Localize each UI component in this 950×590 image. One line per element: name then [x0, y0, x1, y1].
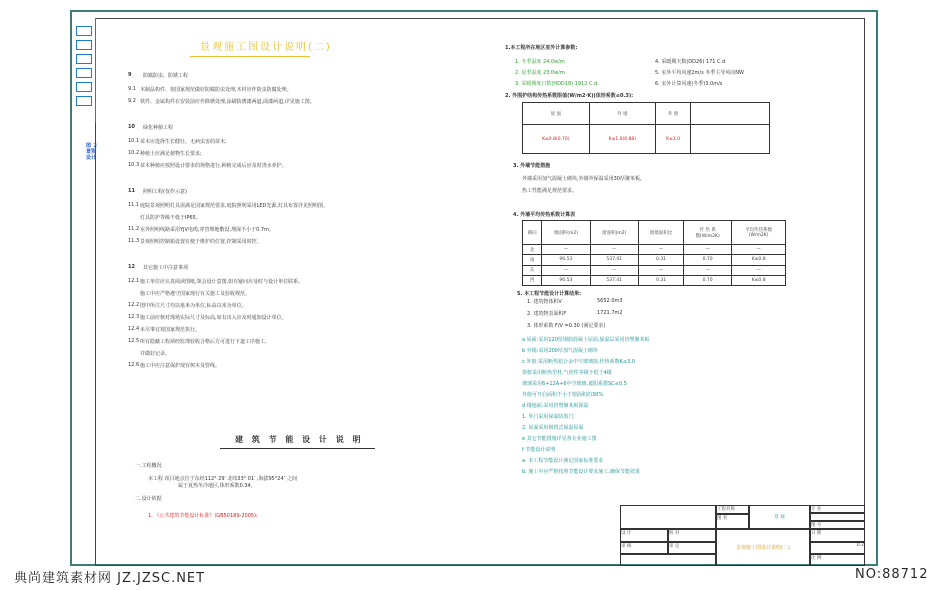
energy-item1-text2: 属于夏热冬冷地区,体形系数0.34。: [178, 483, 256, 489]
clause-number: 12.1: [128, 278, 140, 284]
clause-text: 景观照明控制箱设置在便于维护的位置,控制采用时控。: [140, 239, 262, 245]
clause-text: 图中所注尺寸均以毫米为单位,标高以米为单位。: [140, 303, 247, 309]
watermark-right: NO:88712: [855, 567, 929, 582]
tb-stage-value: 景 观: [749, 505, 810, 529]
right-sec3: 3. 外墙节能措施: [513, 163, 551, 169]
table2-cell: 96.53: [542, 255, 590, 265]
table1-empty: [691, 125, 770, 154]
clause-text: 并做好记录。: [140, 351, 171, 357]
table1-header: 屋 面: [523, 103, 590, 125]
right-sec1: 1.本工程所在地区室外计算参数:: [505, 45, 578, 51]
side-cell: [76, 68, 92, 78]
table2-cell: —: [684, 265, 732, 275]
tb-drawing-value: 景观施工图设计说明(二): [716, 529, 810, 566]
side-cell: [76, 82, 92, 92]
table2-header: 平均传热系数 (W/m2K): [732, 221, 786, 245]
table2-cell: K≤0.8: [732, 275, 786, 285]
tb-date: 日 期: [810, 529, 865, 542]
title-block: [620, 505, 865, 566]
param-r3: 6. 室外计算风速(冬季)3.0m/s: [655, 81, 723, 87]
title-underline: [190, 56, 310, 57]
sec5-line2: 2. 建筑物表面积F: [527, 311, 567, 317]
note-line: c 外窗:采用断热铝合金中空玻璃窗,传热系数K≤3.0: [522, 359, 636, 365]
clause-text: 灯具防护等级不低于IP65。: [140, 215, 201, 221]
clause-text: 所有隐蔽工程须经监理验收合格后方可进行下道工序施工,: [140, 339, 267, 345]
table1-header: 外 窗: [656, 103, 691, 125]
clause-text: 施工前应核对现场实际尺寸及标高,如有出入应及时通知设计单位。: [140, 315, 287, 321]
table2-header: 墙面积(m2): [542, 221, 590, 245]
clause-text: 铁件、金属构件在安装前应作除锈处理,涂刷防锈漆两道,面漆两道,详见施工图。: [140, 99, 315, 105]
table2-cell: —: [639, 265, 684, 275]
section-title: 防腐防虫、防锈工程: [143, 73, 189, 79]
param-l2: 2. 夏季温度 23.0w/m: [515, 70, 565, 76]
tb-audit: 审 核: [620, 542, 668, 554]
table2-header: 窗面积(m2): [590, 221, 638, 245]
side-cell: [76, 96, 92, 106]
table1-empty: [691, 103, 770, 125]
tb-check: 校 对: [668, 529, 716, 542]
param-r1: 4. 采暖期天数(DD26) 171 C.d: [655, 59, 726, 65]
u-value-table: [522, 102, 770, 154]
note-line: f 节能设计说明: [522, 447, 556, 453]
energy-title-underline: [220, 448, 375, 449]
table1-cell: K≤1.0(0.88): [589, 125, 656, 154]
tb-scale: 比 例: [810, 554, 865, 566]
clause-number: 10.2: [128, 150, 140, 156]
table2-cell: 537.41: [590, 255, 638, 265]
table2-cell: —: [590, 265, 638, 275]
table2-cell: 东: [523, 265, 542, 275]
right-sec4: 4. 外墙平均传热系数计算表: [513, 212, 576, 218]
clause-number: 12.5: [128, 338, 140, 344]
clause-text: 未尽事宜按国家规范执行。: [140, 327, 201, 333]
clause-number: 11.2: [128, 226, 140, 232]
side-cell: [76, 26, 92, 36]
sec5-val2: 1721.7m2: [597, 310, 623, 316]
clause-text: 种植土应满足植物生长要求;: [140, 151, 202, 157]
note-line: 外窗可开启面积不小于窗面积的30%: [522, 392, 604, 398]
sec5-line3: 3. 体形系数 F/V =0.30 (满足要求): [527, 323, 606, 329]
clause-text: 施工中应注意保护现有树木及管线。: [140, 363, 221, 369]
table2-cell: —: [639, 245, 684, 255]
section-title: 绿化种植工程: [143, 125, 174, 131]
tb-drawing-label: 图 名: [716, 514, 749, 529]
clause-text: 施工单位应认真阅读图纸,领会设计意图,如有疑问应及时与设计单位联系。: [140, 279, 304, 285]
clause-number: 11.1: [128, 202, 140, 208]
clause-number: 9.1: [128, 86, 136, 92]
section-title: 照明工程(仅作示意): [143, 189, 187, 195]
clause-number: 10.1: [128, 138, 140, 144]
clause-number: 10.3: [128, 162, 140, 168]
note-line: d 楼地面:采用挤塑聚苯板保温: [522, 403, 589, 409]
sec5-val1: 5652.0m3: [597, 298, 623, 304]
table2-cell: 北: [523, 245, 542, 255]
table2-cell: 0.31: [639, 275, 684, 285]
tb-sheet-no: 图 号: [810, 521, 865, 529]
sec3-line1: 外墙采用加气混凝土砌块,外墙外保温采用30厚聚苯板,: [522, 176, 642, 182]
side-stamp-3: 设计: [86, 155, 97, 161]
clause-number: 9.2: [128, 98, 136, 104]
note-line: 玻璃采用6+12A+6中空玻璃,遮阳系数SC≤0.5: [522, 381, 627, 387]
param-r2: 5. 室外平均风速2m/s 冬季主导风向NW: [655, 70, 744, 76]
param-l1: 1. 冬季温度 24.0w/m: [515, 59, 565, 65]
table2-cell: —: [542, 245, 590, 255]
side-stamp-2: 景观: [86, 149, 97, 155]
table1-cell: K≤0.8(0.70): [523, 125, 590, 154]
table2-cell: 西: [523, 275, 542, 285]
clause-number: 11.3: [128, 238, 140, 244]
table2-cell: —: [542, 265, 590, 275]
table2-cell: —: [732, 245, 786, 255]
table2-cell: 0.70: [684, 255, 732, 265]
clause-text: 木制品构件、按国家规范做好防腐防虫处理,木材应作防虫防腐处理。: [140, 87, 292, 93]
section-title: 其它施工中注意事项: [143, 265, 189, 271]
note-line: 1. 外门采用保温防盗门: [522, 414, 574, 420]
side-cell: [76, 54, 92, 64]
note-line: b. 施工中应严格按照节能设计要求施工,确保节能效果: [522, 469, 640, 475]
note-line: b 外墙:采用200厚加气混凝土砌块: [522, 348, 598, 354]
table2-header: 窗墙面积比: [639, 221, 684, 245]
tb-approve: 审 定: [668, 542, 716, 554]
note-line: 窗框采用断热型材,气密性等级不低于4级: [522, 370, 612, 376]
table1-cell: K≤3.0: [656, 125, 691, 154]
clause-text: 施工中应严格遵守国家现行有关施工及验收规范。: [140, 291, 251, 297]
section-heading: 11: [128, 188, 135, 194]
sec3-line2: 热工性能满足规范要求。: [522, 188, 578, 194]
tb-sheet-no-value: 0.2: [810, 542, 865, 554]
table2-header: 传 热 系 数(W/m2K): [684, 221, 732, 245]
table2-cell: —: [590, 245, 638, 255]
watermark-left: 典尚建筑素材网 JZ.JZSC.NET: [14, 571, 206, 586]
energy-item1-text1: 本工程 项目地点位于东经112° 29′ 北纬33° 01′ ,海拔95°24″ 之间: [148, 476, 298, 482]
section-heading: 9: [128, 72, 132, 78]
right-sec2: 2. 外围护结构传热系数限值(W/m2·K)(体形系数≤0.3):: [505, 93, 634, 99]
clause-number: 12.4: [128, 326, 140, 332]
clause-number: 12.3: [128, 314, 140, 320]
right-sec5: 5. 本工程节能设计计算结果:: [517, 291, 582, 297]
clause-text: 庭院景观照明灯具需满足国家规范要求,庭院照明采用LED光源,灯具布置详见照明图。: [140, 203, 328, 209]
sec5-line1: 1. 建筑物体积V: [527, 299, 562, 305]
clause-number: 12.6: [128, 362, 140, 368]
section-heading: 12: [128, 264, 135, 270]
energy-item2-head: 二.设计依据: [135, 496, 162, 502]
clause-text: 苗木种植应按照设计要求的规格进行,种植完成后应及时浇水养护。: [140, 163, 287, 169]
table2-cell: 96.53: [542, 275, 590, 285]
clause-text: 室外照明线路采用YJV电缆,穿管埋地敷设,埋深不小于0.7m。: [140, 227, 274, 233]
wall-u-table: [522, 220, 786, 286]
param-l3: 3. 采暖期度日数(HDD18) 1912 C.d: [515, 81, 598, 87]
table2-header: 朝向: [523, 221, 542, 245]
tb-project: 工程名称: [716, 505, 749, 514]
table2-cell: K≤0.8: [732, 255, 786, 265]
table2-cell: 0.31: [639, 255, 684, 265]
section-heading: 10: [128, 124, 135, 130]
energy-title: 建 筑 节 能 设 计 说 明: [235, 435, 364, 444]
energy-item1-head: 一.工程概况: [135, 463, 162, 469]
energy-item2-text: 1. 《公共建筑节能设计标准》(GB50189-2005);: [148, 513, 258, 519]
tb-design: 设 计: [620, 529, 668, 542]
table1-header: 外 墙: [589, 103, 656, 125]
table2-cell: 537.41: [590, 275, 638, 285]
clause-number: 12.2: [128, 302, 140, 308]
note-line: a 屋面:采用120厚钢筋混凝土屋面,保温层采用挤塑聚苯板: [522, 337, 650, 343]
note-line: e 其它节能措施详见各专业施工图: [522, 436, 597, 442]
note-line: 2. 屋面采用倒置式保温屋面: [522, 425, 584, 431]
side-cell: [76, 40, 92, 50]
tb-stage: 专 业: [810, 505, 865, 513]
sheet-title: 景观施工图设计说明(二): [200, 42, 332, 53]
table2-cell: —: [732, 265, 786, 275]
note-line: a. 本工程节能设计满足国家标准要求: [522, 458, 604, 464]
clause-text: 苗木应选择生长健壮、无病虫害的苗木;: [140, 139, 227, 145]
table2-cell: 南: [523, 255, 542, 265]
side-stamp-1: 图_2: [86, 143, 97, 149]
table2-cell: —: [684, 245, 732, 255]
table2-cell: 0.70: [684, 275, 732, 285]
